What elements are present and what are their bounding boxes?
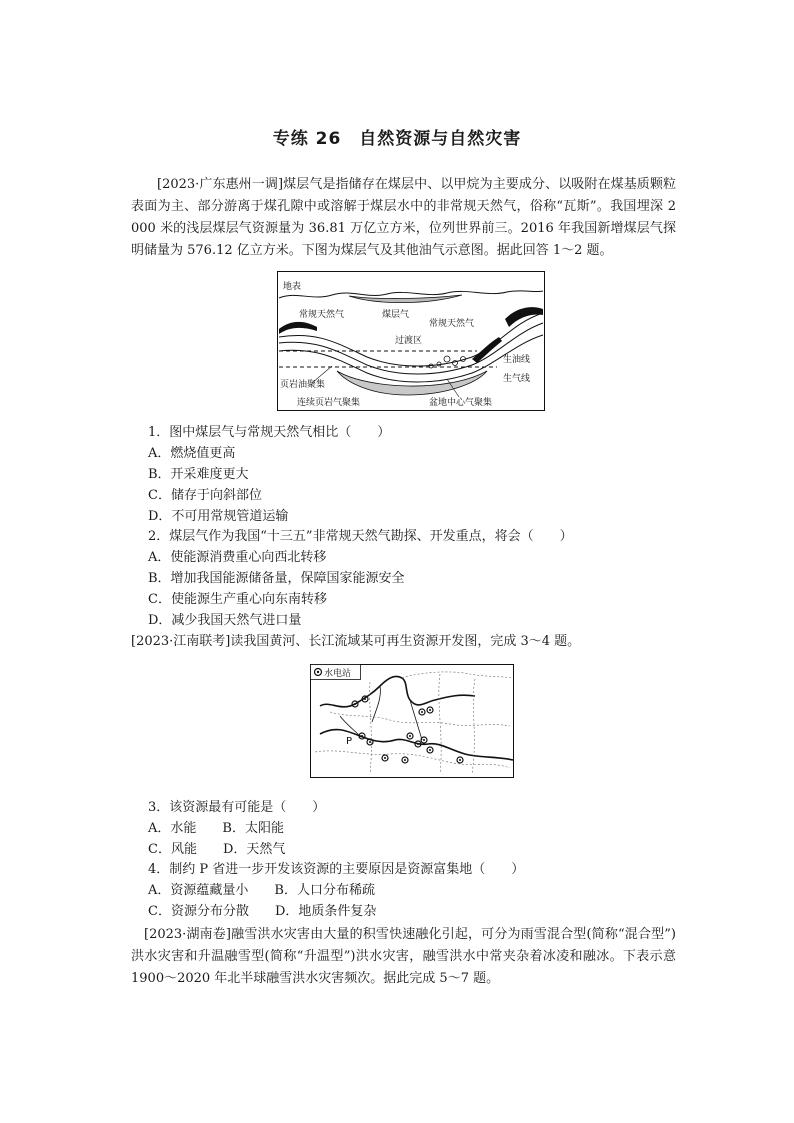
q1-option-b: B．开采难度更大 — [148, 467, 249, 482]
q1-option-c: C．储存于向斜部位 — [148, 488, 262, 503]
q4-options-cd: C．资源分布分散 D．地质条件复杂 — [148, 904, 377, 919]
legend-label: 水电站 — [324, 669, 352, 679]
basin-gas-label: 盆地中心气聚集 — [429, 398, 493, 408]
conventional-gas-left-label: 常规天然气 — [299, 310, 345, 320]
q3-options-ab: A．水能 B．太阳能 — [148, 821, 284, 836]
q1-option-d: D．不可用常规管道运输 — [148, 509, 289, 524]
q2-option-b: B．增加我国能源储备量，保障国家能源安全 — [148, 571, 405, 586]
coalbed-gas-label: 煤层气 — [382, 310, 410, 320]
shale-gas-label: 连续页岩气聚集 — [297, 398, 361, 408]
q1-stem: 1．图中煤层气与常规天然气相比（ ） — [148, 425, 391, 440]
province-p-label: P — [346, 736, 353, 747]
intro-paragraph-1: [2023·广东惠州一调]煤层气是指储存在煤层中、以甲烷为主要成分、以吸附在煤基质颗粒表面为主、部分游离于煤孔隙中或溶解于煤层水中的非常规天然气，俗称“瓦斯”。我国埋深 2 000 米的浅层煤层气资源量为 36.81 万亿立方米，位列世界前三。2016 年我国新增煤层气探明储量为 576.12 亿立方米。下图为煤层气及其他油气示意图。据此回答 1～2 题。 — [131, 177, 676, 258]
oil-line-label: 生油线 — [503, 355, 531, 365]
hydropower-map — [310, 664, 514, 778]
q2-option-d: D．减少我国天然气进口量 — [148, 613, 302, 628]
q2-option-c: C．使能源生产重心向东南转移 — [148, 592, 327, 607]
intro-paragraph-3: [2023·湖南卷]融雪洪水灾害由大量的积雪快速融化引起，可分为雨雪混合型(简称“混合型”)洪水灾害和升温融雪型(简称“升温型”)洪水灾害，融雪洪水中常夹杂着冰凌和融冰。下表示意 1900～2020 年北半球融雪洪水灾害频次。据此完成 5～7 题。 — [131, 927, 676, 986]
shale-oil-label: 页岩油聚集 — [280, 380, 326, 390]
q3-options-cd: C．风能 D．天然气 — [148, 842, 286, 857]
gas-line-label: 生气线 — [503, 374, 531, 384]
page-title: 专练 26 自然资源与自然灾害 — [272, 129, 522, 149]
q2-option-a: A．使能源消费重心向西北转移 — [148, 550, 327, 565]
q1-option-a: A．燃烧值更高 — [148, 446, 236, 461]
transition-zone-label: 过渡区 — [395, 336, 423, 346]
intro-paragraph-2: [2023·江南联考]读我国黄河、长江流域某可再生资源开发图，完成 3～4 题。 — [131, 634, 581, 649]
coalbed-gas-diagram — [277, 271, 545, 411]
surface-label: 地表 — [283, 282, 302, 292]
q3-stem: 3．该资源最有可能是（ ） — [148, 800, 326, 815]
q4-options-ab: A．资源蕴藏量小 B．人口分布稀疏 — [148, 883, 375, 898]
q4-stem: 4．制约 P 省进一步开发该资源的主要原因是资源富集地（ ） — [148, 862, 525, 877]
conventional-gas-right-label: 常规天然气 — [429, 319, 475, 329]
q2-stem: 2．煤层气作为我国“十三五”非常规天然气勘探、开发重点，将会（ ） — [148, 529, 573, 544]
